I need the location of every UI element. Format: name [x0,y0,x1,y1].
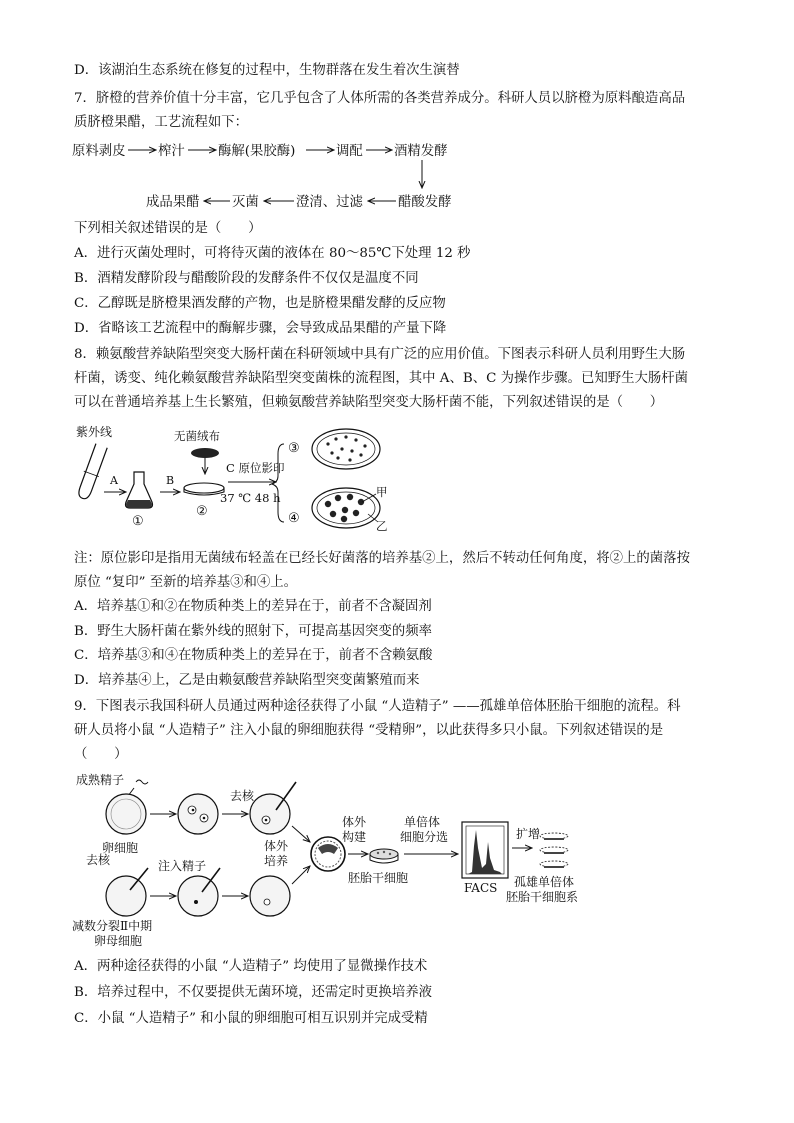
q8-option-b: B．野生大肠杆菌在紫外线的照射下，可提高基因突变的频率 [74,624,432,639]
flow-step-acetic: 醋酸发酵 [398,195,452,210]
haploid-sort-label-line2: 细胞分选 [400,830,449,844]
flow-step-alcohol: 酒精发酵 [394,144,448,159]
flow-step-sterilize: 灭菌 [232,195,259,210]
embryonic-stem-label: 胚胎干细胞 [348,871,409,885]
expand-label: 扩增 [516,827,541,841]
q9-stem-line1: 9．下图表示我国科研人员通过两种途径获得了小鼠 “人造精子” ——孤雄单倍体胚胎干细胞的流程。科 [74,699,681,714]
q7-option-d: D．省略该工艺流程中的酶解步骤，会导致成品果醋的产量下降 [74,321,447,336]
q8-stem-line2: 杆菌，诱变、纯化赖氨酸营养缺陷型突变菌株的流程图，其中 A、B、C 为操作步骤。已知野生大肠杆菌 [74,371,689,386]
q8-option-a: A．培养基①和②在物质种类上的差异在于，前者不含凝固剂 [74,599,432,614]
result-label-line1: 孤雄单倍体 [514,875,575,889]
medium-2-label: ② [196,504,208,519]
construct-label-line2: 构建 [342,830,367,844]
uv-label: 紫外线 [76,425,113,439]
enucleate-top-label: 去核 [230,789,255,803]
q9-stem-line2: 研人员将小鼠 “人造精子” 注入小鼠的卵细胞获得 “受精卵”，以此获得多只小鼠。下列叙述错误的是 [74,723,664,738]
q8-replica-plating-diagram [70,422,400,534]
q8-note-line1: 注：原位影印是指用无菌绒布轻盖在已经长好菌落的培养基②上，然后不转动任何角度，将②上的菌落按 [74,551,690,566]
q8-stem-line3: 可以在普通培养基上生长繁殖，但赖氨酸营养缺陷型突变大肠杆菌不能，下列叙述错误的是（ ） [74,395,664,410]
condition-label: 37 ℃ 48 h [220,491,281,505]
colony-jia-label: 甲 [376,485,388,499]
q7-option-a: A．进行灭菌处理时，可将待灭菌的液体在 80～85℃下处理 12 秒 [74,246,471,261]
flow-step-juice: 榨汁 [158,144,185,159]
flow-step-peel: 原料剥皮 [72,144,126,159]
svg-text:B: B [166,474,175,487]
q6-option-d: D．该湖泊生态系统在修复的过程中，生物群落在发生着次生演替 [74,63,460,78]
enucleate-bottom-label: 去核 [86,853,111,867]
q7-flow-diagram [70,138,470,216]
svg-text:A: A [110,474,118,487]
q7-option-c: C．乙醇既是脐橙果酒发酵的产物，也是脐橙果醋发酵的反应物 [74,296,446,311]
q9-option-c: C．小鼠 “人造精子” 和小鼠的卵细胞可相互识别并完成受精 [74,1011,428,1026]
q9-option-b: B．培养过程中，不仅要提供无菌环境，还需定时更换培养液 [74,985,432,1000]
culture-label-line2: 培养 [264,854,289,868]
medium-3-label: ③ [288,441,300,456]
q8-option-c: C．培养基③和④在物质种类上的差异在于，前者不含赖氨酸 [74,648,433,663]
mature-sperm-label: 成熟精子 [76,773,125,787]
flow-step-enzyme: 酶解(果胶酶) [218,144,296,159]
q9-haploid-stem-cell-diagram [70,768,590,950]
colony-yi-label: 乙 [376,519,388,533]
medium-1-label: ① [132,514,144,529]
facs-label: FACS [464,881,498,895]
q8-option-d: D．培养基④上，乙是由赖氨酸营养缺陷型突变菌繁殖而来 [74,673,420,688]
q8-stem-line1: 8．赖氨酸营养缺陷型突变大肠杆菌在科研领域中具有广泛的应用价值。下图表示科研人员利用野生大肠 [74,347,686,362]
q7-stem-line1: 7．脐橙的营养价值十分丰富，它几乎包含了人体所需的各类营养成分。科研人员以脐橙为原料酿造高品 [74,91,686,106]
step-c-label: C 原位影印 [226,461,285,475]
q8-note-line2: 原位 “复印” 至新的培养基③和④上。 [74,575,298,590]
haploid-sort-label-line1: 单倍体 [404,815,441,829]
medium-4-label: ④ [288,511,300,526]
q9-option-a: A．两种途径获得的小鼠 “人造精子” 均使用了显微操作技术 [74,959,428,974]
q7-question: 下列相关叙述错误的是（ ） [74,221,262,236]
construct-label-line1: 体外 [342,815,367,829]
oocyte-label-line2: 卵母细胞 [94,934,143,948]
q7-option-b: B．酒精发酵阶段与醋酸阶段的发酵条件不仅仅是温度不同 [74,271,419,286]
oocyte-label-line1: 减数分裂Ⅱ中期 [72,919,153,933]
velvet-label: 无菌绒布 [174,429,220,443]
result-label-line2: 胚胎干细胞系 [506,890,579,904]
flow-step-filter: 澄清、过滤 [296,195,363,210]
q7-stem-line2: 质脐橙果醋，工艺流程如下： [74,115,249,130]
flow-step-blend: 调配 [336,144,363,159]
q9-stem-line3: （ ） [74,747,128,762]
culture-label-line1: 体外 [264,839,289,853]
egg-label: 卵细胞 [102,841,139,855]
inject-sperm-label: 注入精子 [158,859,207,873]
flow-step-product: 成品果醋 [146,195,200,210]
